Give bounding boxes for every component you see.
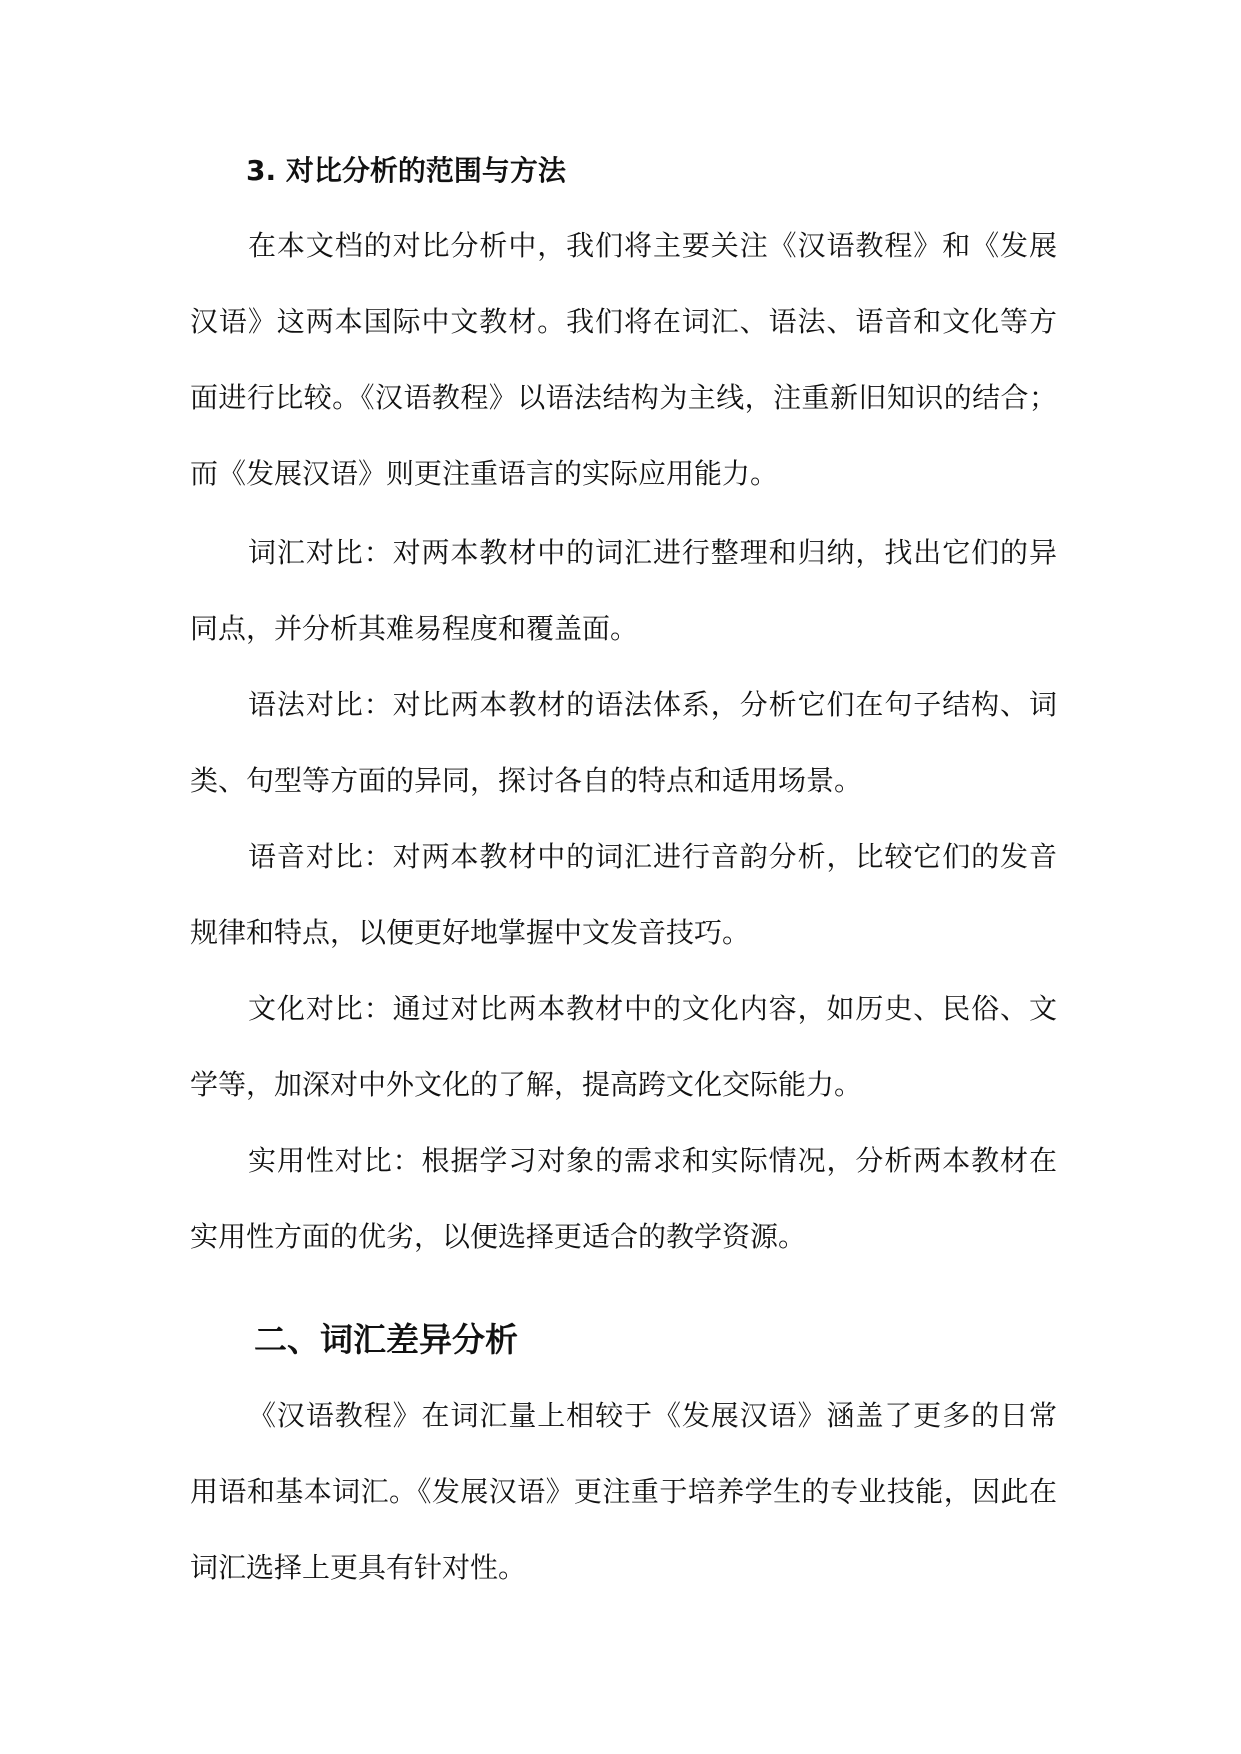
paragraph-vocabulary-comparison: 词汇对比：对两本教材中的词汇进行整理和归纳，找出它们的异同点，并分析其难易程度和覆盖面。 (190, 536, 1057, 645)
paragraph-grammar-comparison: 语法对比：对比两本教材的语法体系，分析它们在句子结构、词类、句型等方面的异同，探讨各自的特点和适用场景。 (190, 688, 1057, 797)
paragraph-vocabulary-analysis: 《汉语教程》在词汇量上相较于《发展汉语》涵盖了更多的日常用语和基本词汇。《发展汉语》更注重于培养学生的专业技能，因此在词汇选择上更具有针对性。 (190, 1399, 1057, 1584)
section-heading-vocabulary-analysis: 二、词汇差异分析 (254, 1320, 518, 1359)
paragraph-intro: 在本文档的对比分析中，我们将主要关注《汉语教程》和《发展汉语》这两本国际中文教材。我们将在词汇、语法、语音和文化等方面进行比较。《汉语教程》以语法结构为主线，注重新旧知识的结合；而《发展汉语》则更注重语言的实际应用能力。 (190, 229, 1057, 490)
paragraph-practicality-comparison: 实用性对比：根据学习对象的需求和实际情况，分析两本教材在实用性方面的优劣，以便选择更适合的教学资源。 (190, 1144, 1057, 1253)
paragraph-phonetics-comparison: 语音对比：对两本教材中的词汇进行音韵分析，比较它们的发音规律和特点，以便更好地掌握中文发音技巧。 (190, 840, 1057, 949)
subheading-scope-method: 3. 对比分析的范围与方法 (246, 154, 566, 187)
paragraph-culture-comparison: 文化对比：通过对比两本教材中的文化内容，如历史、民俗、文学等，加深对中外文化的了解，提高跨文化交际能力。 (190, 992, 1057, 1101)
